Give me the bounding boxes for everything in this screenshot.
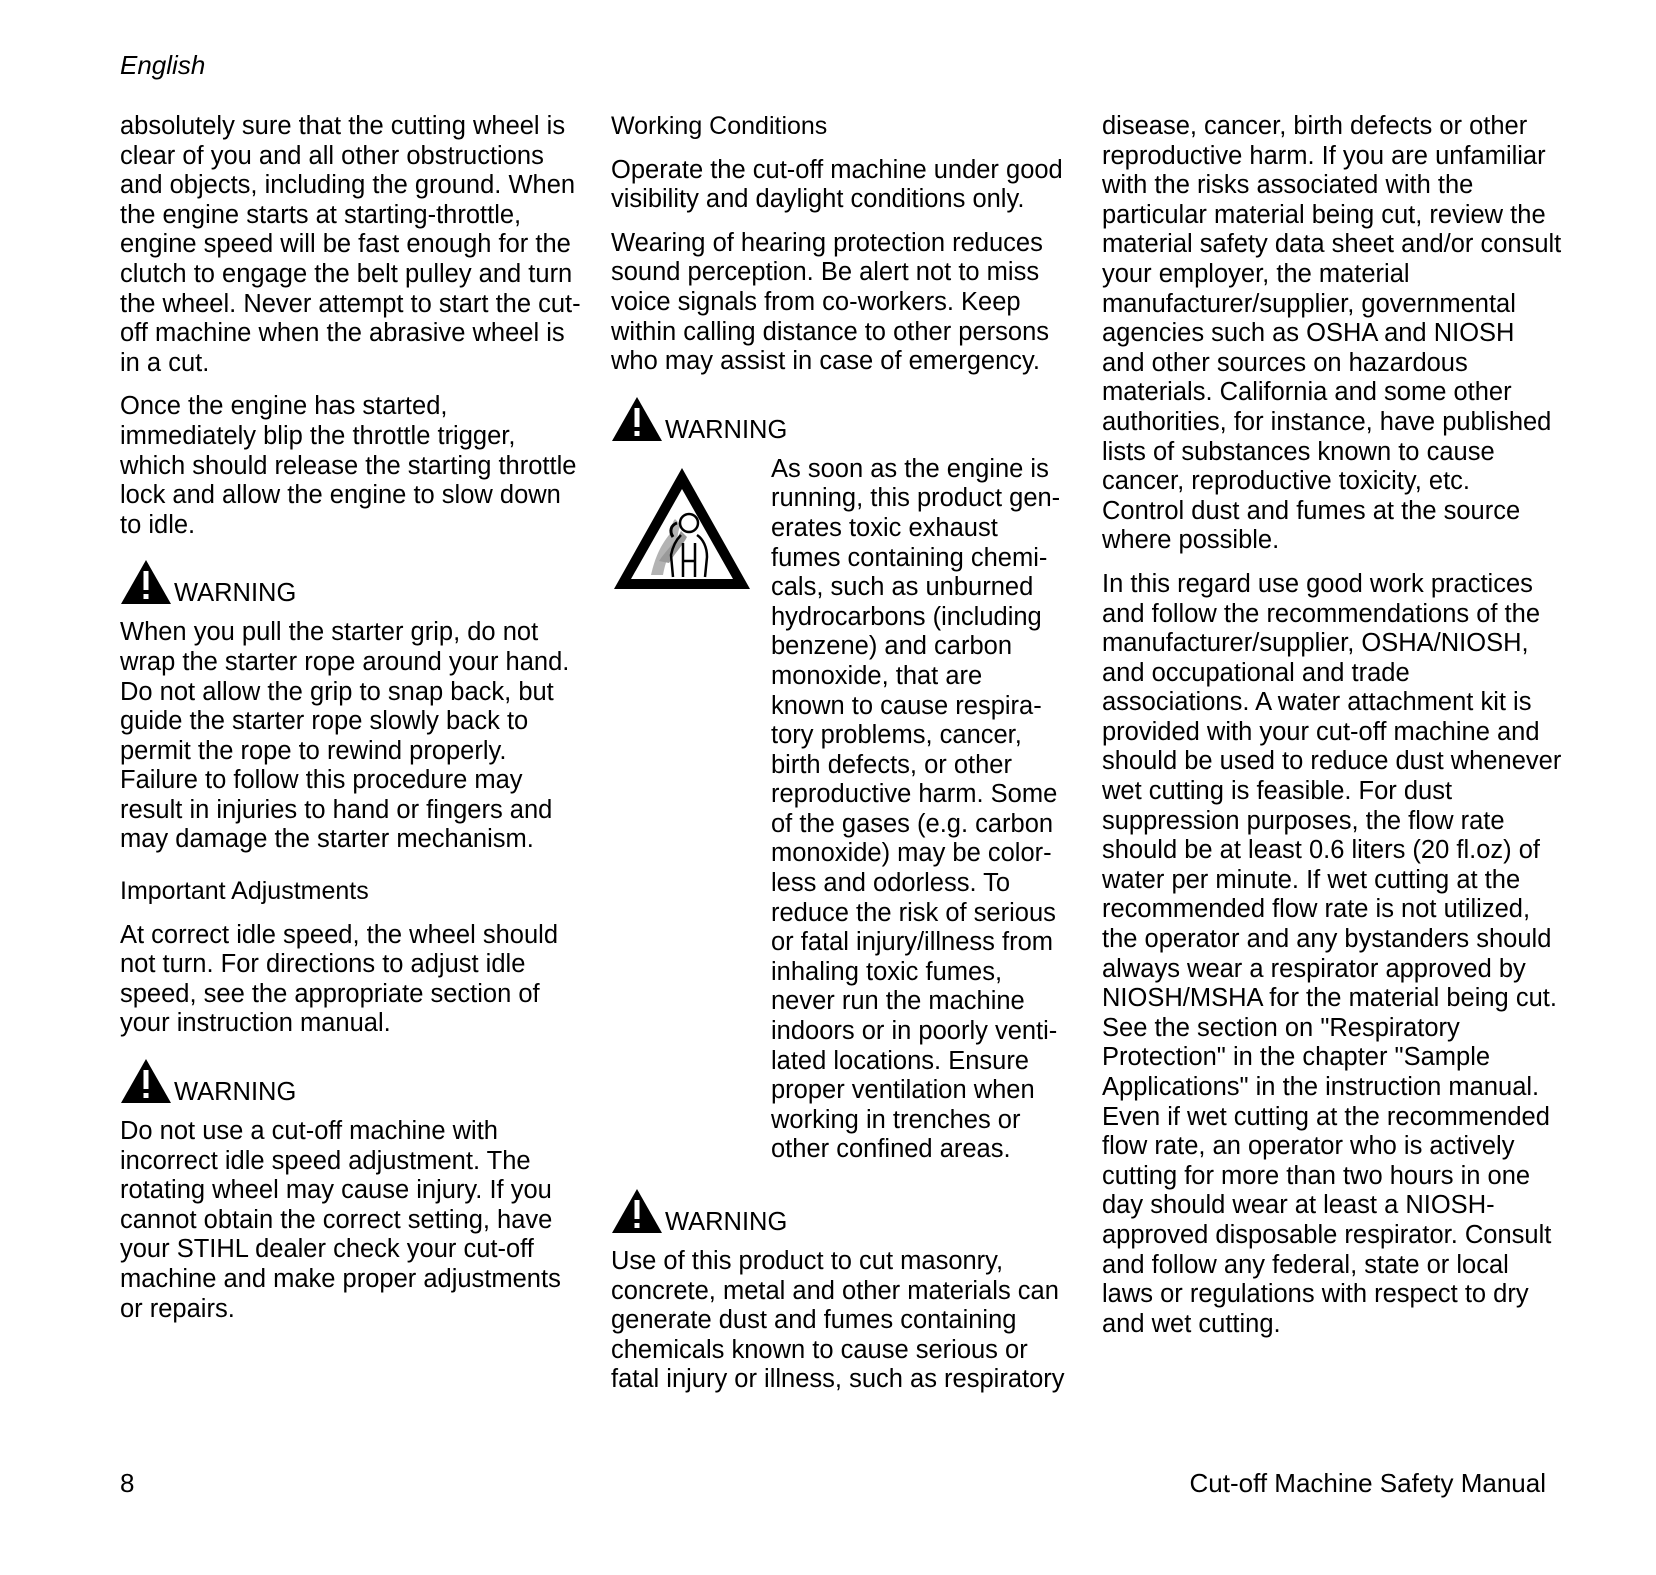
text-line: working in trenches or bbox=[771, 1105, 1021, 1134]
toxic-fumes-pictogram bbox=[611, 455, 759, 1165]
text-line: clutch to engage the belt pulley and turn bbox=[120, 259, 573, 288]
text-line: other confined areas. bbox=[771, 1135, 1011, 1164]
text-line: water per minute. If wet cutting at the bbox=[1102, 865, 1521, 894]
text-line: guide the starter rope slowly back to bbox=[120, 707, 529, 736]
text-line: fatal injury or illness, such as respiratory bbox=[611, 1365, 1065, 1394]
text-line: proper ventilation when bbox=[771, 1076, 1035, 1105]
text-line: should be at least 0.6 liters (20 fl.oz) of bbox=[1102, 836, 1540, 865]
paragraph bbox=[1102, 569, 1562, 1339]
text-line: reproductive harm. Some bbox=[771, 780, 1058, 809]
text-line: where possible. bbox=[1102, 526, 1280, 555]
text-line: At correct idle speed, the wheel should bbox=[120, 920, 559, 949]
warning-label: WARNING bbox=[665, 1208, 788, 1236]
pictogram-row bbox=[611, 455, 1061, 1165]
text-line: or fatal injury/illness from bbox=[771, 928, 1054, 957]
text-line: provided with your cut-off machine and bbox=[1102, 717, 1540, 746]
text-line: generate dust and fumes containing bbox=[611, 1306, 1017, 1335]
text-line: monoxide) may be color- bbox=[771, 839, 1052, 868]
text-line: particular material being cut, review the bbox=[1102, 200, 1546, 229]
column-2 bbox=[611, 112, 1065, 1409]
text-line: your employer, the material bbox=[1102, 259, 1410, 288]
paragraph bbox=[120, 921, 570, 1039]
paragraph bbox=[120, 112, 581, 378]
text-line: and wet cutting. bbox=[1102, 1309, 1281, 1338]
text-line: or repairs. bbox=[120, 1294, 235, 1323]
section-heading: Important Adjustments bbox=[120, 877, 369, 906]
paragraph bbox=[120, 392, 577, 540]
text-line: fumes containing chemi- bbox=[771, 543, 1048, 572]
text-line: manufacturer/supplier, governmental bbox=[1102, 289, 1516, 318]
text-line: cannot obtain the correct setting, have bbox=[120, 1205, 553, 1234]
warning-triangle-icon bbox=[120, 1057, 172, 1105]
text-line: less and odorless. To bbox=[771, 869, 1011, 898]
text-line: recommended flow rate is not utilized, bbox=[1102, 895, 1531, 924]
text-line: absolutely sure that the cutting wheel is bbox=[120, 112, 566, 140]
text-line: Applications" in the instruction manual. bbox=[1102, 1073, 1540, 1101]
paragraph bbox=[611, 1247, 1065, 1395]
text-line: reproductive harm. If you are unfamiliar bbox=[1102, 141, 1546, 170]
text-line: cals, such as unburned bbox=[771, 573, 1034, 602]
text-line: lated locations. Ensure bbox=[771, 1046, 1029, 1075]
text-line: machine and make proper adjustments bbox=[120, 1265, 561, 1293]
text-line: known to cause respira- bbox=[771, 691, 1042, 720]
text-line: permit the rope to rewind properly. bbox=[120, 736, 507, 765]
text-line: clear of you and all other obstructions bbox=[120, 141, 544, 170]
column-3 bbox=[1102, 112, 1562, 1353]
text-line: not turn. For directions to adjust idle bbox=[120, 950, 526, 979]
text-line: incorrect idle speed adjustment. The bbox=[120, 1146, 531, 1175]
text-line: cutting for more than two hours in one bbox=[1102, 1161, 1531, 1190]
warning-triangle-icon bbox=[611, 1187, 663, 1235]
text-line: erates toxic exhaust bbox=[771, 513, 998, 542]
text-line: benzene) and carbon bbox=[771, 632, 1013, 661]
warning-heading bbox=[120, 554, 570, 606]
text-line: Do not allow the grip to snap back, but bbox=[120, 677, 554, 706]
text-line: to idle. bbox=[120, 510, 196, 539]
toxic-fumes-icon bbox=[611, 465, 753, 593]
text-line: monoxide, that are bbox=[771, 661, 983, 690]
text-line: materials. California and some other bbox=[1102, 378, 1512, 407]
text-line: cancer, reproductive toxicity, etc. bbox=[1102, 467, 1471, 496]
text-line: may damage the starter mechanism. bbox=[120, 825, 534, 854]
text-line: who may assist in case of emergency. bbox=[611, 347, 1040, 376]
text-line: disease, cancer, birth defects or other bbox=[1102, 112, 1528, 140]
text-line: reduce the risk of serious bbox=[771, 898, 1056, 927]
warning-label: WARNING bbox=[174, 1078, 297, 1107]
warning-triangle-icon bbox=[611, 395, 663, 443]
text-line: running, this product gen- bbox=[771, 484, 1061, 513]
warning-triangle-icon bbox=[120, 558, 172, 606]
text-line: tory problems, cancer, bbox=[771, 721, 1022, 750]
text-line: Protection" in the chapter "Sample bbox=[1102, 1043, 1491, 1072]
text-line: lists of substances known to cause bbox=[1102, 437, 1495, 466]
text-line: voice signals from co-workers. Keep bbox=[611, 287, 1021, 316]
text-line: hydrocarbons (including bbox=[771, 602, 1042, 631]
text-line: speed, see the appropriate section of bbox=[120, 979, 540, 1008]
text-line: Wearing of hearing protection reduces bbox=[611, 228, 1043, 257]
text-line: wrap the starter rope around your hand. bbox=[120, 647, 570, 676]
text-line: wet cutting is feasible. For dust bbox=[1102, 777, 1453, 806]
paragraph bbox=[611, 229, 1061, 377]
warning-text bbox=[771, 455, 1060, 1165]
text-line: the engine starts at starting-throttle, bbox=[120, 200, 522, 229]
warning-label: WARNING bbox=[174, 579, 297, 608]
text-line: Failure to follow this procedure may bbox=[120, 766, 523, 795]
text-line: inhaling toxic fumes, bbox=[771, 957, 1003, 986]
text-line: of the gases (e.g. carbon bbox=[771, 809, 1054, 838]
text-line: and follow any federal, state or local bbox=[1102, 1250, 1509, 1279]
text-line: immediately blip the throttle trigger, bbox=[120, 421, 516, 450]
text-line: Control dust and fumes at the source bbox=[1102, 496, 1521, 525]
text-line: the wheel. Never attempt to start the cut- bbox=[120, 289, 581, 318]
text-line: laws or regulations with respect to dry bbox=[1102, 1280, 1529, 1309]
text-line: in a cut. bbox=[120, 348, 210, 377]
text-line: should be used to reduce dust whenever bbox=[1102, 747, 1562, 776]
text-line: with the risks associated with the bbox=[1102, 171, 1474, 200]
text-line: chemicals known to cause serious or bbox=[611, 1335, 1028, 1364]
text-line: Operate the cut-off machine under good bbox=[611, 155, 1063, 184]
footer-title: Cut-off Machine Safety Manual bbox=[1189, 1468, 1546, 1498]
text-line: authorities, for instance, have published bbox=[1102, 407, 1552, 436]
text-line: Once the engine has started, bbox=[120, 392, 448, 421]
page-header-language: English bbox=[120, 50, 206, 80]
text-line: and other sources on hazardous bbox=[1102, 348, 1468, 377]
text-line: off machine when the abrasive wheel is bbox=[120, 319, 565, 348]
text-line: agencies such as OSHA and NIOSH bbox=[1102, 319, 1515, 348]
text-line: within calling distance to other persons bbox=[611, 317, 1049, 346]
column-1 bbox=[120, 112, 581, 1338]
text-line: In this regard use good work practices bbox=[1102, 569, 1533, 598]
text-line: sound perception. Be alert not to miss bbox=[611, 258, 1040, 287]
text-line: material safety data sheet and/or consult bbox=[1102, 230, 1562, 259]
text-line: your STIHL dealer check your cut-off bbox=[120, 1235, 534, 1264]
warning-heading bbox=[611, 391, 1061, 443]
warning-heading bbox=[611, 1183, 1061, 1235]
text-line: result in injuries to hand or fingers and bbox=[120, 795, 553, 824]
paragraph bbox=[120, 618, 570, 855]
text-line: When you pull the starter grip, do not bbox=[120, 618, 539, 647]
text-line: suppression purposes, the flow rate bbox=[1102, 806, 1505, 835]
text-line: and occupational and trade bbox=[1102, 658, 1410, 687]
text-line: manufacturer/supplier, OSHA/NIOSH, bbox=[1102, 629, 1529, 658]
text-line: flow rate, an operator who is actively bbox=[1102, 1132, 1515, 1161]
text-line: NIOSH/MSHA for the material being cut. bbox=[1102, 984, 1557, 1013]
text-line: your instruction manual. bbox=[120, 1009, 391, 1038]
text-line: rotating wheel may cause injury. If you bbox=[120, 1176, 552, 1205]
text-line: and follow the recommendations of the bbox=[1102, 599, 1541, 628]
text-line: never run the machine bbox=[771, 987, 1025, 1016]
text-line: lock and allow the engine to slow down bbox=[120, 481, 561, 510]
page-number: 8 bbox=[120, 1468, 135, 1498]
text-line: and objects, including the ground. When bbox=[120, 171, 576, 200]
text-line: See the section on "Respiratory bbox=[1102, 1013, 1460, 1042]
text-line: associations. A water attachment kit is bbox=[1102, 688, 1532, 717]
warning-heading bbox=[120, 1053, 570, 1105]
text-line: birth defects, or other bbox=[771, 750, 1012, 779]
text-line: which should release the starting throttle bbox=[120, 451, 577, 480]
paragraph bbox=[120, 1117, 570, 1324]
text-line: Do not use a cut-off machine with bbox=[120, 1117, 498, 1146]
text-line: visibility and daylight conditions only. bbox=[611, 185, 1025, 214]
text-line: concrete, metal and other materials can bbox=[611, 1276, 1059, 1305]
text-line: Even if wet cutting at the recommended bbox=[1102, 1102, 1550, 1131]
section-heading: Working Conditions bbox=[611, 112, 828, 140]
text-line: indoors or in poorly venti- bbox=[771, 1017, 1058, 1046]
text-line: the operator and any bystanders should bbox=[1102, 925, 1552, 954]
text-line: day should wear at least a NIOSH- bbox=[1102, 1191, 1495, 1220]
warning-label: WARNING bbox=[665, 415, 788, 444]
paragraph bbox=[1102, 112, 1562, 556]
text-line: engine speed will be fast enough for the bbox=[120, 230, 571, 259]
text-line: always wear a respirator approved by bbox=[1102, 954, 1526, 983]
text-line: approved disposable respirator. Consult bbox=[1102, 1220, 1552, 1249]
text-line: As soon as the engine is bbox=[771, 454, 1049, 483]
paragraph bbox=[611, 156, 1061, 215]
text-line: Use of this product to cut masonry, bbox=[611, 1247, 1004, 1275]
